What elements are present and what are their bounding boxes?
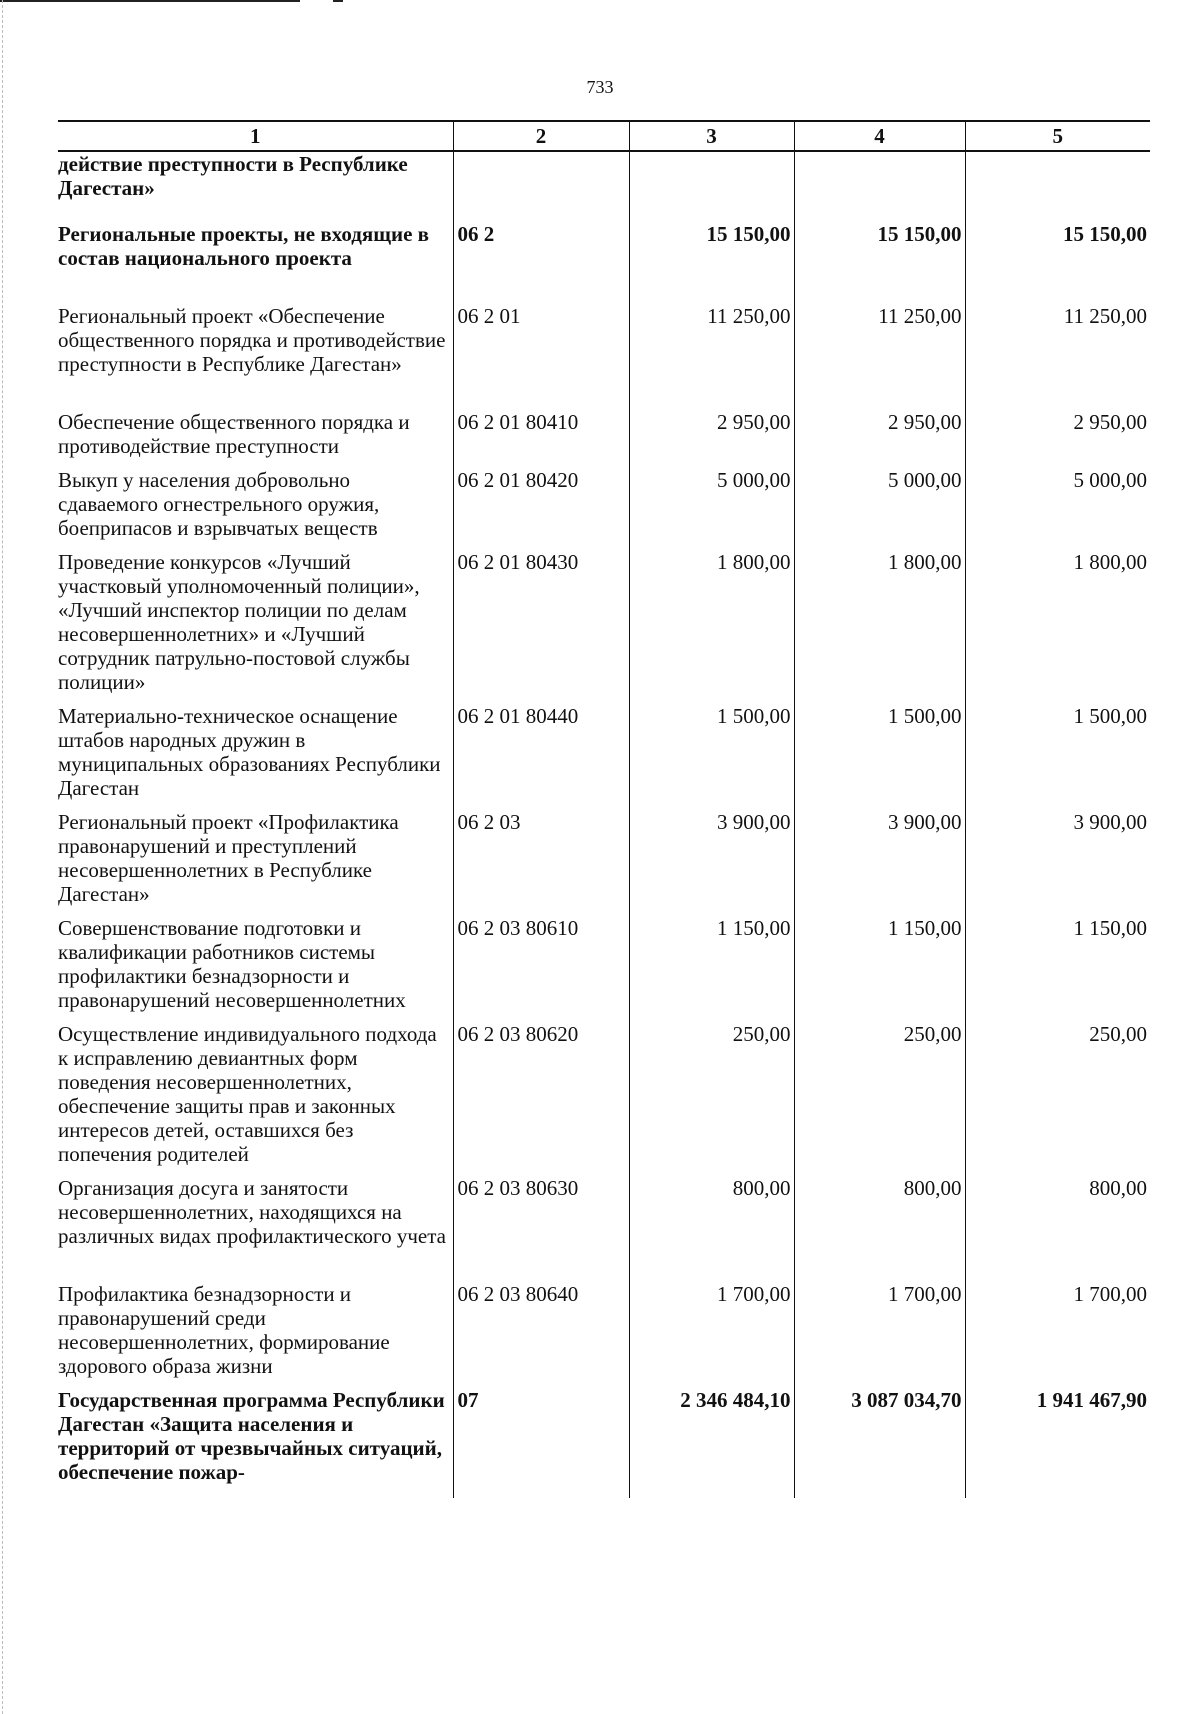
table-row (58, 704, 1150, 810)
row-code: 06 2 (453, 222, 629, 304)
row-value-col3: 800,00 (629, 1176, 794, 1282)
row-value-col4: 3 900,00 (794, 810, 965, 916)
row-description: действие преступности в Республике Дагестан» (58, 152, 408, 200)
row-value-col3: 15 150,00 (629, 222, 794, 304)
row-code: 06 2 01 80420 (453, 468, 629, 550)
col-header-1: 1 (58, 121, 453, 151)
col-header-4: 4 (794, 121, 965, 151)
row-code: 06 2 03 80610 (453, 916, 629, 1022)
row-code: 06 2 01 (453, 304, 629, 410)
row-value-col3: 11 250,00 (629, 304, 794, 410)
row-description: Государственная программа Республики Дагестан «Защита населения и территорий от чрезвычайных ситуаций, обеспечение пожар- (58, 1388, 445, 1484)
row-value-col4: 800,00 (794, 1176, 965, 1282)
page-edge (2, 0, 3, 1714)
table-row (58, 1388, 1150, 1498)
budget-table (58, 120, 1150, 1498)
row-code: 06 2 01 80430 (453, 550, 629, 704)
row-value-col4: 1 700,00 (794, 1282, 965, 1388)
row-code: 06 2 01 80410 (453, 410, 629, 468)
row-value-col4: 2 950,00 (794, 410, 965, 468)
row-code: 06 2 03 80630 (453, 1176, 629, 1282)
row-value-col3: 1 150,00 (629, 916, 794, 1022)
row-value-col5: 1 150,00 (965, 916, 1150, 1022)
row-value-col3: 3 900,00 (629, 810, 794, 916)
row-value-col3: 1 700,00 (629, 1282, 794, 1388)
row-value-col3 (629, 151, 794, 222)
row-description: Региональный проект «Профилактика правонарушений и преступлений несовершеннолетних в Республике Дагестан» (58, 810, 399, 906)
table-row (58, 550, 1150, 704)
table-row (58, 304, 1150, 410)
row-value-col5: 1 700,00 (965, 1282, 1150, 1388)
row-value-col4: 5 000,00 (794, 468, 965, 550)
row-value-col3: 250,00 (629, 1022, 794, 1176)
row-value-col5: 2 950,00 (965, 410, 1150, 468)
col-header-3: 3 (629, 121, 794, 151)
table-row (58, 916, 1150, 1022)
table-row (58, 151, 1150, 222)
row-code: 06 2 01 80440 (453, 704, 629, 810)
page-number: 733 (586, 77, 614, 97)
table-row (58, 468, 1150, 550)
table-row (58, 1022, 1150, 1176)
row-value-col5 (965, 151, 1150, 222)
row-code: 06 2 03 80640 (453, 1282, 629, 1388)
top-rule-fragment (333, 0, 343, 2)
row-value-col5: 1 800,00 (965, 550, 1150, 704)
row-value-col5: 11 250,00 (965, 304, 1150, 410)
row-description: Выкуп у населения добровольно сдаваемого огнестрельного оружия, боеприпасов и взрывчатых веществ (58, 468, 380, 540)
row-value-col5: 15 150,00 (965, 222, 1150, 304)
row-description: Региональные проекты, не входящие в состав национального проекта (58, 222, 429, 270)
row-description: Совершенствование подготовки и квалификации работников системы профилактики безнадзорности и правонарушений несовершеннолетних (58, 916, 406, 1012)
row-value-col4: 250,00 (794, 1022, 965, 1176)
row-value-col4 (794, 151, 965, 222)
table-row (58, 810, 1150, 916)
row-description: Организация досуга и занятости несовершеннолетних, находящихся на различных видах профилактического учета (58, 1176, 446, 1248)
row-value-col4: 1 500,00 (794, 704, 965, 810)
row-value-col5: 3 900,00 (965, 810, 1150, 916)
col-header-2: 2 (453, 121, 629, 151)
row-value-col3: 5 000,00 (629, 468, 794, 550)
row-code (453, 151, 629, 222)
row-value-col5: 1 500,00 (965, 704, 1150, 810)
row-value-col4: 15 150,00 (794, 222, 965, 304)
row-code: 07 (453, 1388, 629, 1498)
row-value-col4: 11 250,00 (794, 304, 965, 410)
row-value-col5: 800,00 (965, 1176, 1150, 1282)
top-rule (0, 0, 300, 2)
row-value-col3: 2 346 484,10 (629, 1388, 794, 1498)
row-description: Осуществление индивидуального подхода к исправлению девиантных форм поведения несовершеннолетних, обеспечение защиты прав и законных интересов детей, оставшихся без попечения родителей (58, 1022, 437, 1166)
row-code: 06 2 03 80620 (453, 1022, 629, 1176)
table-row (58, 410, 1150, 468)
row-value-col3: 2 950,00 (629, 410, 794, 468)
row-value-col3: 1 800,00 (629, 550, 794, 704)
row-value-col4: 1 800,00 (794, 550, 965, 704)
row-value-col4: 3 087 034,70 (794, 1388, 965, 1498)
row-value-col5: 250,00 (965, 1022, 1150, 1176)
row-description: Проведение конкурсов «Лучший участковый уполномоченный полиции», «Лучший инспектор полиции по делам несовершеннолетних» и «Лучший сотрудник патрульно-постовой службы полиции» (58, 550, 420, 694)
col-header-5: 5 (965, 121, 1150, 151)
table-row (58, 1176, 1150, 1282)
row-value-col4: 1 150,00 (794, 916, 965, 1022)
table-row (58, 222, 1150, 304)
table-row (58, 1282, 1150, 1388)
row-description: Региональный проект «Обеспечение общественного порядка и противодействие преступности в Республике Дагестан» (58, 304, 446, 376)
row-value-col5: 1 941 467,90 (965, 1388, 1150, 1498)
row-value-col3: 1 500,00 (629, 704, 794, 810)
row-description: Обеспечение общественного порядка и противодействие преступности (58, 410, 410, 458)
row-description: Материально-техническое оснащение штабов народных дружин в муниципальных образованиях Республики Дагестан (58, 704, 441, 800)
header-row (58, 121, 1150, 151)
row-value-col5: 5 000,00 (965, 468, 1150, 550)
row-code: 06 2 03 (453, 810, 629, 916)
row-description: Профилактика безнадзорности и правонарушений среди несовершеннолетних, формирование здорового образа жизни (58, 1282, 390, 1378)
